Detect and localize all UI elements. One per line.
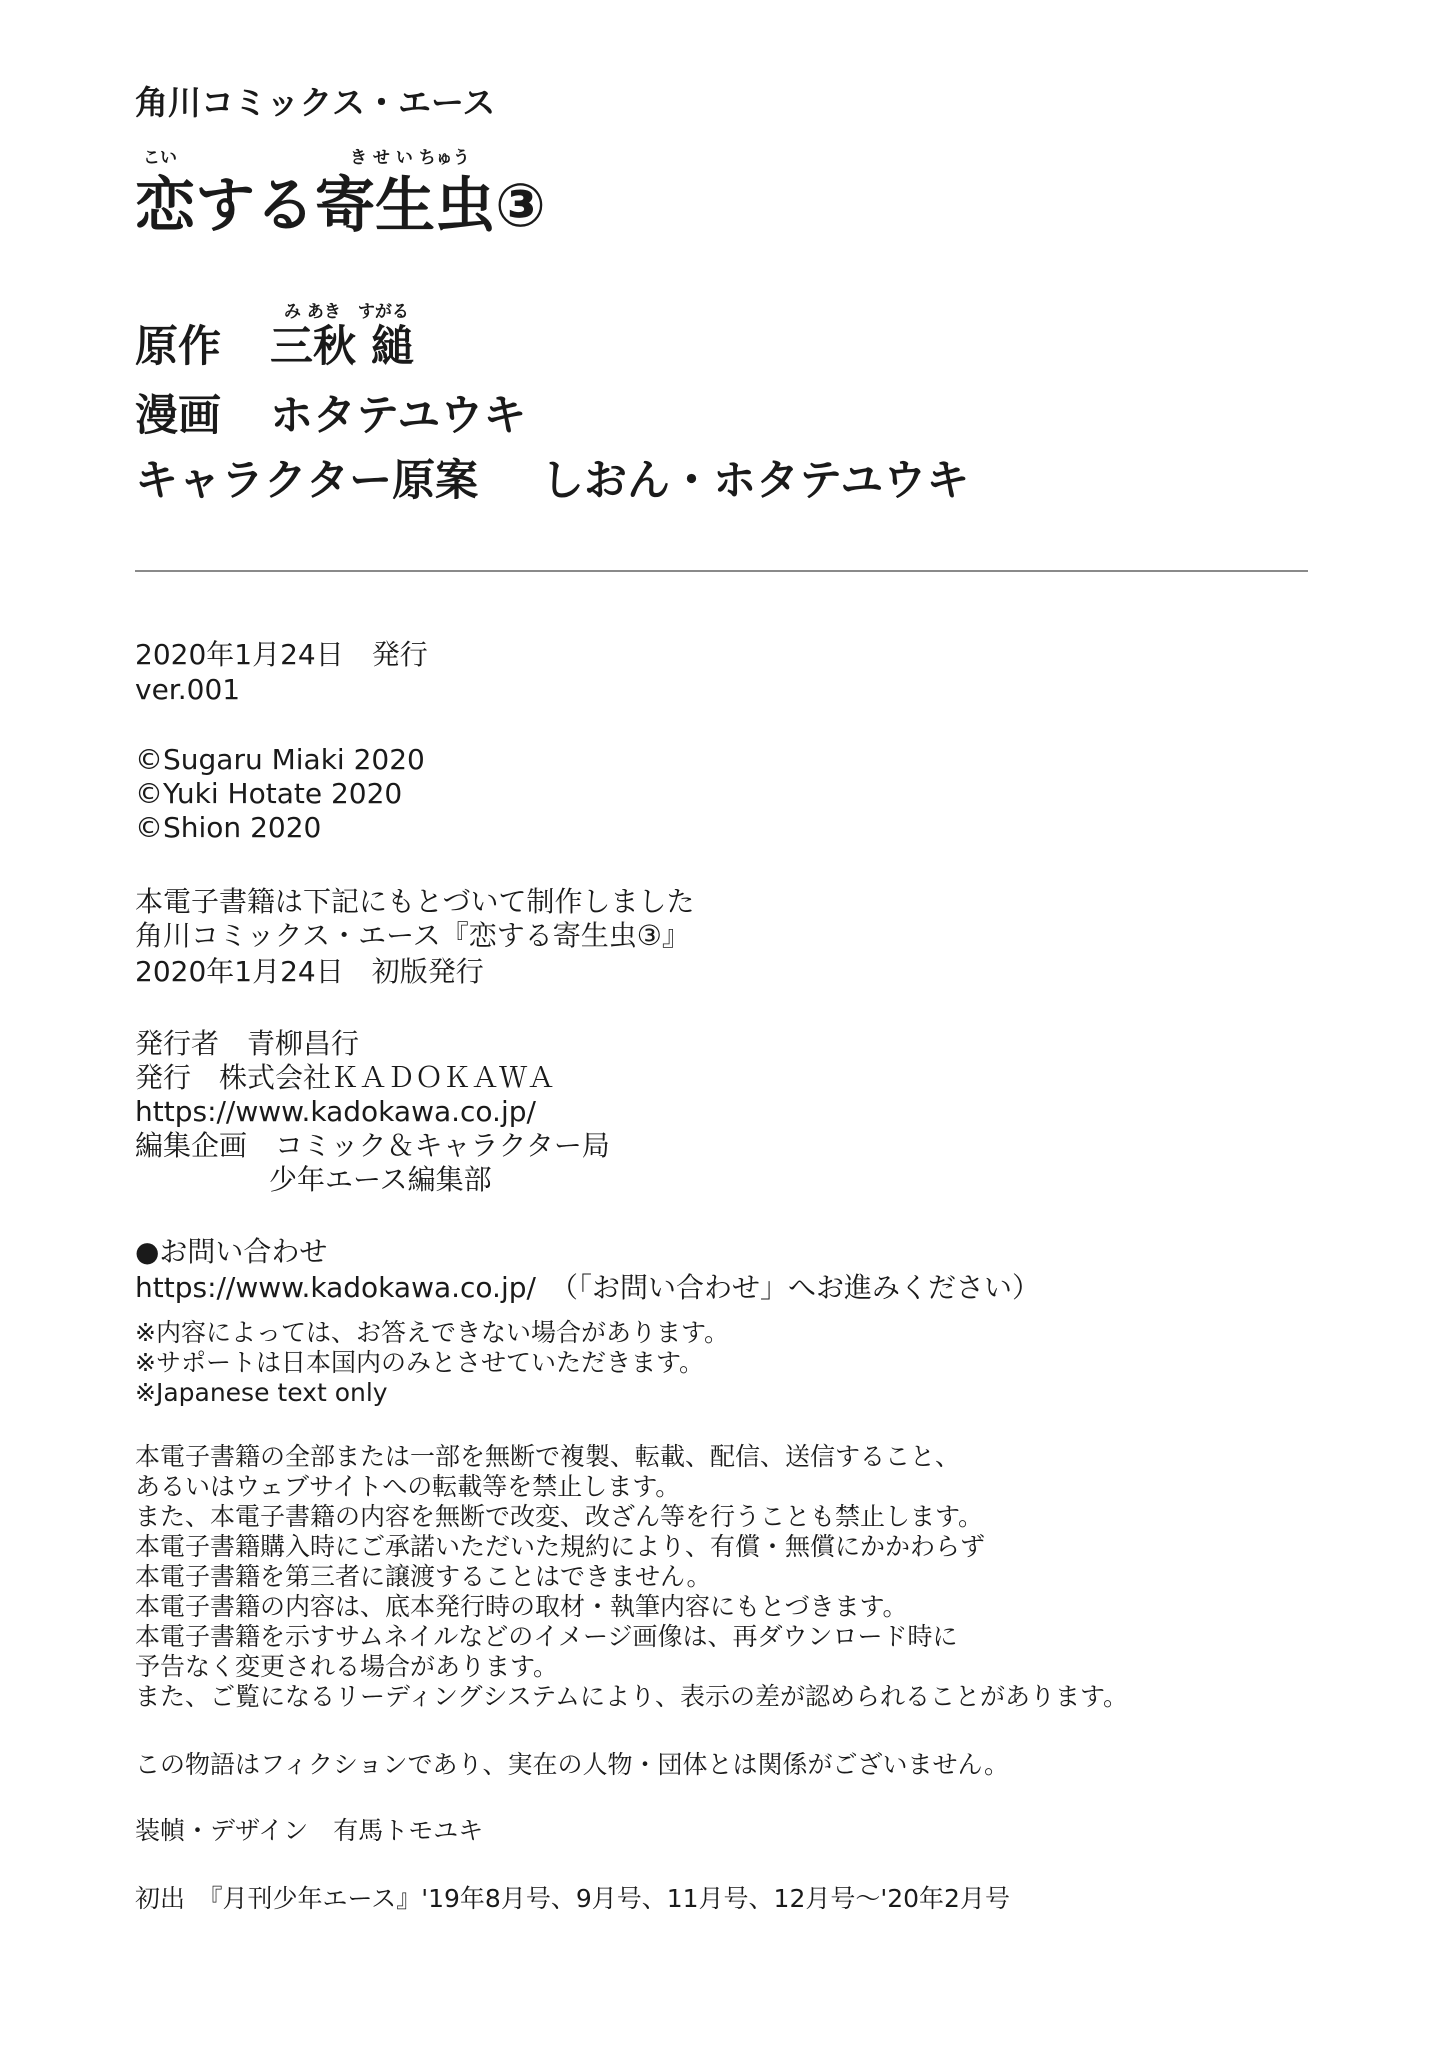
legal-line: また、本電子書籍の内容を無断で改変、改ざん等を行うことも禁止します。: [135, 1502, 984, 1531]
credit-character: [135, 456, 970, 506]
first-appearance: 初出 『月刊少年エース』'19年8月号、9月号、11月号、12月号～'20年2月号: [135, 1884, 1010, 1913]
credit-original-role: 原作: [135, 322, 221, 372]
legal-line: 本電子書籍を示すサムネイルなどのイメージ画像は、再ダウンロード時に: [135, 1622, 958, 1651]
contact-note: ※サポートは日本国内のみとさせていただきます。: [135, 1348, 704, 1377]
publisher: 発行 株式会社ＫＡＤＯＫＡＷＡ: [135, 1061, 556, 1094]
legal-line: 本電子書籍を第三者に譲渡することはできません。: [135, 1562, 712, 1591]
legal-line: 本電子書籍の内容は、底本発行時の取材・執筆内容にもとづきます。: [135, 1592, 908, 1621]
copyright-line: ©Yuki Hotate 2020: [135, 777, 403, 810]
author-ruby: み あき すがる: [284, 302, 409, 322]
issuer: 発行者 青柳昌行: [135, 1027, 360, 1060]
fiction-notice: この物語はフィクションであり、実在の人物・団体とは関係がございません。: [135, 1750, 1010, 1779]
legal-line: 本電子書籍の全部または一部を無断で複製、転載、配信、送信すること、: [135, 1442, 961, 1471]
credit-original: [135, 322, 414, 372]
legal-line: 本電子書籍購入時にご承諾いただいた規約により、有償・無償にかかわらず: [135, 1532, 986, 1561]
credit-manga-name: ホタテユウキ: [270, 391, 527, 441]
divider: [135, 570, 1308, 572]
copyright-line: ©Sugaru Miaki 2020: [135, 743, 425, 776]
series-name: 角川コミックス・エース: [135, 83, 496, 122]
legal-line: 予告なく変更される場合があります。: [135, 1652, 559, 1681]
credit-character-name: しおん・ホタテユウキ: [541, 456, 970, 506]
editorial-line: 編集企画 コミック＆キャラクター局: [135, 1129, 610, 1162]
source-line: 本電子書籍は下記にもとづいて制作しました: [135, 885, 695, 918]
credit-original-name: 三秋 縋: [270, 322, 414, 372]
credit-manga-role: 漫画: [135, 391, 221, 441]
legal-line: あるいはウェブサイトへの転載等を禁止します。: [135, 1472, 681, 1501]
source-line: 角川コミックス・エース『恋する寄生虫③』: [135, 919, 690, 952]
source-line: 2020年1月24日 初版発行: [135, 955, 484, 988]
credit-manga: [135, 391, 527, 441]
contact-url: https://www.kadokawa.co.jp/ （「お問い合わせ」へお進みください）: [135, 1271, 1040, 1304]
design-credit: 装幀・デザイン 有馬トモユキ: [135, 1816, 484, 1845]
contact-note: ※Japanese text only: [135, 1378, 388, 1407]
version: ver.001: [135, 673, 241, 706]
credit-character-role: キャラクター原案: [135, 456, 479, 506]
title-ruby-koi: こい: [143, 148, 177, 168]
editorial-line: 少年エース編集部: [269, 1163, 492, 1196]
legal-line: また、ご覧になるリーディングシステムにより、表示の差が認められることがあります。: [135, 1682, 1129, 1711]
publisher-url: https://www.kadokawa.co.jp/: [135, 1095, 536, 1128]
contact-note: ※内容によっては、お答えできない場合があります。: [135, 1318, 729, 1347]
book-title: 恋する寄生虫③: [135, 171, 546, 241]
title-ruby-kiseichu: き せ い ちゅう: [350, 148, 470, 168]
publication-date: 2020年1月24日 発行: [135, 638, 428, 671]
copyright-line: ©Shion 2020: [135, 811, 322, 844]
contact-heading: ●お問い合わせ: [135, 1235, 328, 1268]
